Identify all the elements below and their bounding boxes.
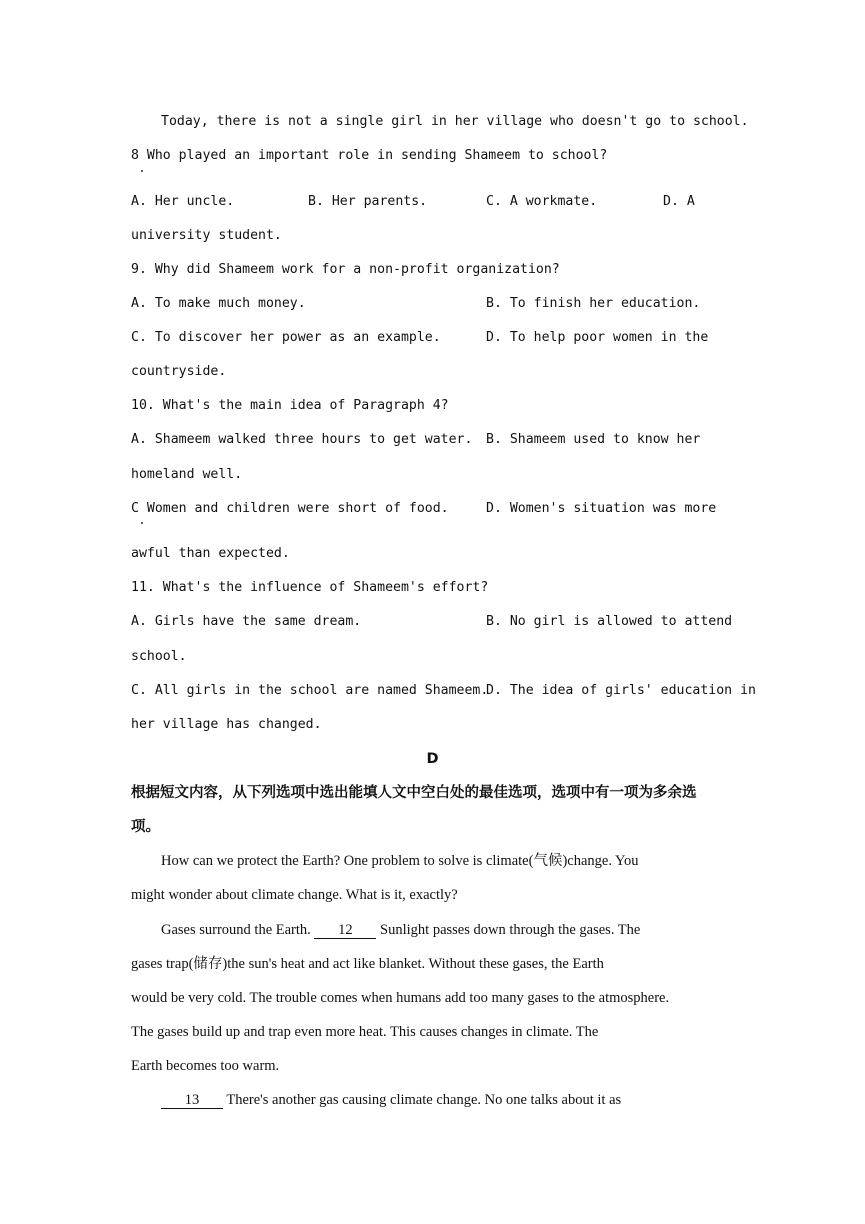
- stray-dot: [141, 170, 143, 172]
- passage-line: The gases build up and trap even more heat. This causes changes in climate. The: [131, 1024, 599, 1040]
- q10-option-b-continued: homeland well.: [131, 467, 243, 482]
- q9-option-d: D. To help poor women in the: [486, 330, 709, 345]
- passage-line: How can we protect the Earth? One problem to solve is climate(气候)change. You: [161, 853, 639, 869]
- passage-line: gases trap(储存)the sun's heat and act like blanket. Without these gases, the Earth: [131, 956, 604, 972]
- section-heading: D: [426, 751, 439, 767]
- q11-option-a: A. Girls have the same dream.: [131, 614, 362, 629]
- stray-dot: [141, 522, 143, 524]
- passage-line: Earth becomes too warm.: [131, 1058, 280, 1074]
- blank-13: 13: [161, 1092, 223, 1109]
- passage-text: Sunlight passes down through the gases. The: [376, 922, 641, 938]
- q8-option-c: C. A workmate.: [486, 194, 598, 209]
- blank-12: 12: [314, 922, 376, 939]
- q8-option-a: A. Her uncle.: [131, 194, 235, 209]
- question-10: 10. What's the main idea of Paragraph 4?: [131, 398, 449, 413]
- q11-option-c: C. All girls in the school are named Shameem.: [131, 683, 489, 698]
- q8-option-d: D. A: [663, 194, 695, 209]
- passage-text: There's another gas causing climate change. No one talks about it as: [223, 1092, 622, 1108]
- q10-option-c: C Women and children were short of food.: [131, 501, 449, 516]
- q9-option-a: A. To make much money.: [131, 296, 306, 311]
- q9-option-c: C. To discover her power as an example.: [131, 330, 441, 345]
- passage-text: Gases surround the Earth.: [161, 922, 315, 938]
- q10-option-d: D. Women's situation was more: [486, 501, 717, 516]
- q8-option-d-continued: university student.: [131, 228, 282, 243]
- instruction-line-2: 项。: [131, 819, 160, 835]
- passage-line: [161, 921, 640, 939]
- q10-option-d-continued: awful than expected.: [131, 546, 290, 561]
- instruction-line-1: 根据短文内容，从下列选项中选出能填人文中空白处的最佳选项，选项中有一项为多余选: [131, 785, 697, 801]
- question-8: 8 Who played an important role in sending Shameem to school?: [131, 148, 608, 163]
- q11-option-b: B. No girl is allowed to attend: [486, 614, 733, 629]
- passage-line: would be very cold. The trouble comes when humans add too many gases to the atmosphere.: [131, 990, 670, 1006]
- q11-option-b-continued: school.: [131, 649, 187, 664]
- question-9: 9. Why did Shameem work for a non-profit organization?: [131, 262, 560, 277]
- question-11: 11. What's the influence of Shameem's effort?: [131, 580, 489, 595]
- passage-line: [161, 1091, 621, 1109]
- passage-line: might wonder about climate change. What is it, exactly?: [131, 887, 458, 903]
- q11-option-d: D. The idea of girls' education in: [486, 683, 756, 698]
- q10-option-b: B. Shameem used to know her: [486, 432, 701, 447]
- q10-option-a: A. Shameem walked three hours to get water.: [131, 432, 473, 447]
- q9-option-b: B. To finish her education.: [486, 296, 701, 311]
- q9-option-d-continued: countryside.: [131, 364, 227, 379]
- q8-option-b: B. Her parents.: [308, 194, 428, 209]
- intro-line: Today, there is not a single girl in her village who doesn't go to school.: [161, 114, 749, 129]
- q11-option-d-continued: her village has changed.: [131, 717, 322, 732]
